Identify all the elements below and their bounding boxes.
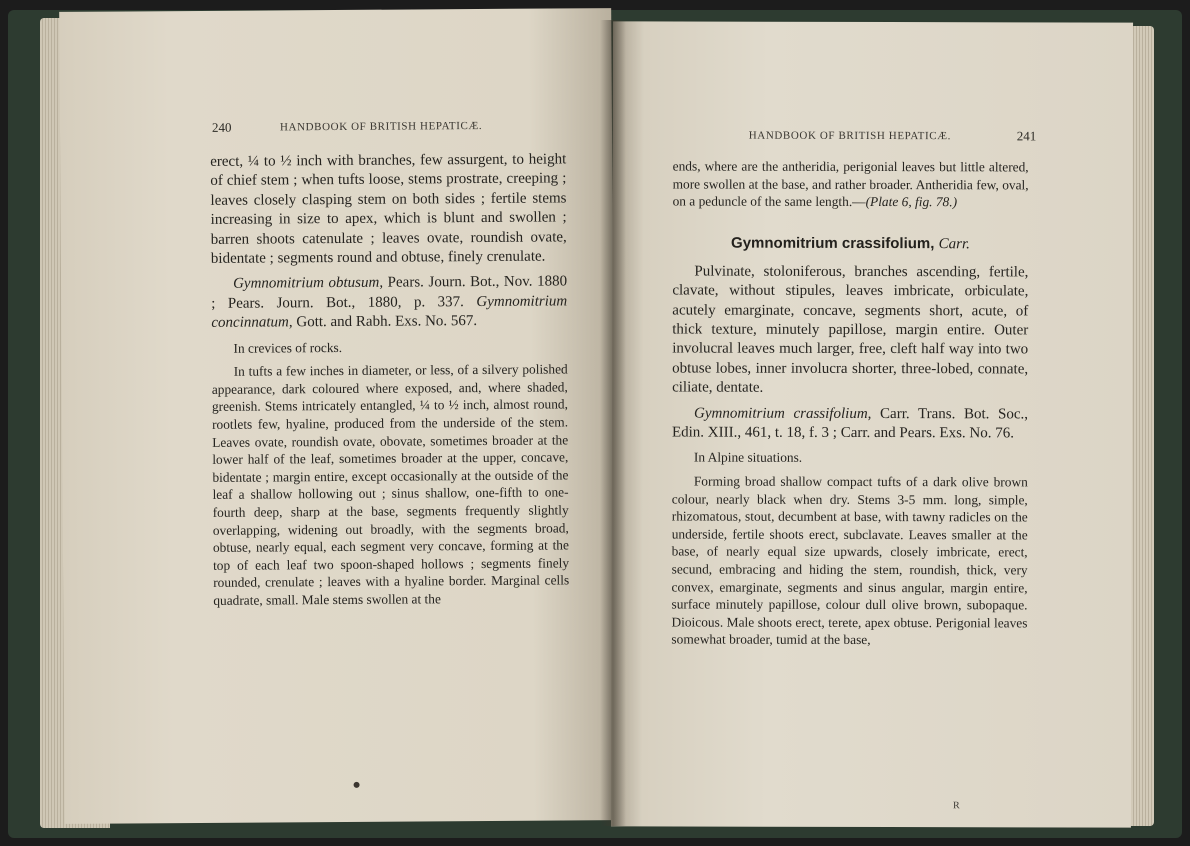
antheridia-paragraph [673,157,1029,211]
right-page [611,21,1133,827]
right-text-block [671,157,1028,649]
diagnosis-paragraph: Pulvinate, stoloniferous, branches ascending, fertile, clavate, without stipules, leaves imbricate, orbiculate, acutely emarginate, concave, segments short, acute, of thick texture, minutely papillose, margin entire. Outer involucral leaves much larger, free, cleft half way into two obtuse lobes, inner involucra shorter, three-lobed, connate, ciliate, dentate. [672,263,1029,396]
synonym-ref-2: Gott. and Rabh. Exs. No. 567. [292,313,478,331]
left-page [59,8,617,824]
synonym-ref-right: Carr. Trans. Bot. Soc., Edin. XIII., 461, t. 18, f. 3 ; Carr. and Pears. Exs. No. 76. [671,405,1029,442]
running-head-left: HANDBOOK OF BRITISH HEPATICÆ. [279,119,483,134]
synonym-name-1: Gymnomitrium obtusum, [233,275,384,293]
continued-paragraph: erect, ¼ to ½ inch with branches, few assurgent, to height of chief stem ; when tufts loose, stems prostrate, creeping ; leaves closely clasping stem on both sides ; fertile stems increasing in size to apex, which is blunt and swollen ; barren shoots catenulate ; leaves ovate, roundish ovate, bidentate ; segments round and obtuse, finely crenulate. [210,151,567,267]
plate-reference: (Plate 6, fig. 78.) [865,194,958,210]
species-author: Carr. [938,235,970,253]
running-head-right: HANDBOOK OF BRITISH HEPATICÆ. [748,129,951,143]
synonym-name-right: Gymnomitrium crassifolium, [694,405,872,422]
signature-mark: R [952,800,960,812]
ink-spot [354,782,360,788]
description-paragraph: In tufts a few inches in diameter, or less, of a silvery polished appearance, dark coloured where exposed, and, where shaded, greenish. Stems intricately entangled, ¼ to ½ inch, almost round, rootlets few, hyaline, produced from the underside of the stem. Leaves ovate, roundish ovate, obovate, sometimes broader at the lower half of the leaf, sometimes broader at the upper, concave, bidentate ; margin entire, except occasionally at the outside of the leaf a shallow hollowing out ; sinus shallow, one-fifth to one-fourth deep, sharp at the base, segments frequently slightly overlapping, widening out broadly, with the segments broad, obtuse, nearly equal, each segment very concave, forming at the top of each leaf two spoon-shaped hollows ; segments finely rounded, crenulate ; leaves with a hyaline border. Marginal cells quadrate, small. Male stems swollen at the [211,361,570,608]
synonymy-paragraph-right [672,404,1028,444]
description-paragraph-right: Forming broad shallow compact tufts of a dark olive brown colour, nearly black when dry. Stems 3-5 mm. long, simple, rhizomatous, stout, decumbent at base, with tawny radicles on the underside, fertile shoots erect, subclavate. Leaves smaller at the base, of nearly equal size upwards, closely imbricate, erect, secund, embracing and hiding the stem, roundish, thick, very convex, emarginate, segments and sinus angular, margin entire, surface minutely papillose, colour dull olive brown, subopaque. Dioicous. Male shoots erect, terete, apex obtuse. Perigonial leaves somewhat broader, tumid at the base, [671,473,1028,648]
page-number-left: 240 [211,119,232,135]
habitat-text: In crevices of rocks. [233,339,343,356]
book-gutter [600,20,626,826]
synonym-name-2: Gymnomitrium concinnatum, [211,293,568,332]
page-number-right: 241 [1016,128,1037,144]
left-text-block [210,150,569,609]
synonym-ref-1: Pears. Journ. Bot., Nov. 1880 ; Pears. Journ. Bot., 1880, p. 337. [211,273,568,312]
species-name: Gymnomitrium crassifolium, [731,234,935,252]
antheridia-text: ends, where are the antheridia, perigonial leaves but little altered, more swollen at the base, and rather broader. Antheridia few, oval, on a peduncle of the same length.— [672,158,1029,210]
species-heading [672,234,1028,253]
habitat-text-right: In Alpine situations. [693,449,803,466]
synonymy-paragraph [211,273,567,334]
